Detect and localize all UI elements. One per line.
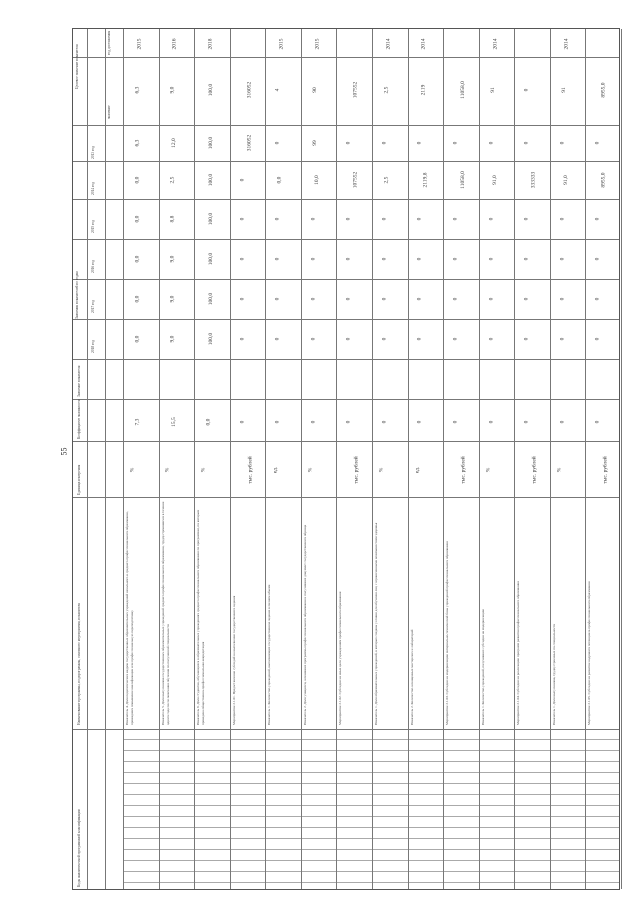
year-value-cell: 0,0: [134, 255, 141, 263]
column-divider: [73, 279, 619, 280]
target-value-cell: 4: [274, 88, 281, 92]
baseline-cell: 0: [345, 420, 352, 424]
column-divider: [73, 399, 619, 400]
year-value-cell: 0: [381, 337, 388, 341]
year-value-cell: 0: [452, 257, 459, 261]
year-value-cell: 0: [274, 141, 281, 145]
year-value-cell: 0: [594, 141, 601, 145]
unit-cell: %: [164, 467, 171, 473]
year-value-cell: 0: [523, 297, 530, 301]
year-value-cell: 12,0: [171, 138, 178, 148]
year-value-cell: 10,0: [313, 175, 320, 185]
row-divider: [230, 29, 231, 889]
year-value-cell: 0: [238, 217, 245, 221]
year-value-cell: 9,0: [169, 335, 176, 343]
year-value-cell: 0: [345, 217, 352, 221]
target-value-cell: 0: [523, 88, 530, 92]
year-value-cell: 0: [487, 337, 494, 341]
indicator-description: Мероприятие 2.1.05. Субсидии на развитие кадрового потенциала профессионального образования: [587, 581, 592, 725]
year-value-cell: 0: [594, 297, 601, 301]
column-divider: [73, 125, 619, 126]
code-divider: [123, 849, 619, 850]
baseline-cell: 0: [310, 420, 317, 424]
code-divider: [123, 860, 619, 861]
year-value-cell: 0: [523, 337, 530, 341]
year-header: 2017 год: [91, 300, 95, 313]
year-value-cell: 9,0: [169, 295, 176, 303]
year-value-cell: 0: [345, 141, 352, 145]
target-value-cell: 6,3: [134, 86, 141, 94]
column-divider: [73, 199, 619, 200]
unit-cell: %: [129, 467, 136, 473]
target-year-cell: 2015: [278, 38, 285, 50]
code-divider: [123, 838, 619, 839]
code-divider: [123, 739, 619, 740]
baseline-cell: 0: [452, 420, 459, 424]
year-value-cell: 0,0: [276, 176, 283, 184]
year-value-cell: 100,0: [208, 292, 215, 306]
target-year-cell: 2015: [136, 38, 143, 50]
year-value-cell: 9,0: [169, 255, 176, 263]
year-value-cell: 0,0: [134, 176, 141, 184]
row-divider: [443, 29, 444, 889]
target-value-cell: 91: [489, 87, 496, 93]
year-value-cell: 2,5: [383, 176, 390, 184]
column-divider: [73, 359, 619, 360]
column-divider: [73, 319, 619, 320]
year-value-cell: 8,8: [169, 215, 176, 223]
year-value-cell: 0: [416, 257, 423, 261]
row-divider: [408, 29, 409, 889]
unit-cell: %: [306, 467, 313, 473]
target-value-cell: 90: [311, 87, 318, 93]
target-year-cell: 2018: [207, 38, 214, 50]
target-year-cell: 2016: [171, 38, 178, 50]
year-value-cell: 333333: [530, 171, 537, 189]
year-value-cell: 0: [274, 297, 281, 301]
row-divider: [265, 29, 266, 889]
year-value-cell: 0: [487, 141, 494, 145]
year-header: 2018 год: [91, 340, 95, 353]
unit-cell: ед.: [272, 466, 279, 474]
indicator-description: Мероприятие 2.1.04. Субсидии на реализацию программ развития профессионального образования: [516, 581, 521, 725]
unit-cell: тыс. рублей: [531, 456, 538, 484]
baseline-header: Значение показателя: [77, 365, 81, 397]
year-value-cell: 2,5: [169, 176, 176, 184]
unit-cell: ед.: [414, 466, 421, 474]
year-value-cell: 0: [381, 217, 388, 221]
year-value-cell: 91,0: [562, 175, 569, 185]
row-divider: [550, 29, 551, 889]
page-number: 55: [59, 447, 69, 456]
baseline-cell: 0,0: [205, 418, 212, 426]
code-divider: [123, 816, 619, 817]
indicator-description: Показатель 6. Доля студентов, обучающихся в образовательных учреждениях среднего профессионального образования по программам, по которым проведена общественно-профессиональная аккредитация: [196, 509, 205, 725]
year-value-cell: 11058,0: [459, 171, 466, 189]
code-divider: [123, 761, 619, 762]
year-value-cell: 100,0: [208, 173, 215, 187]
year-value-cell: 0,0: [134, 295, 141, 303]
column-divider: [73, 161, 619, 162]
code-divider: [123, 871, 619, 872]
year-value-cell: 2119,8: [422, 172, 429, 188]
code-divider: [123, 794, 619, 795]
column-divider: [73, 239, 619, 240]
target-value-cell: 316052: [245, 81, 252, 99]
baseline-cell: 0: [238, 420, 245, 424]
unit-cell: тыс. рублей: [353, 456, 360, 484]
year-value-cell: 0: [238, 257, 245, 261]
unit-cell: тыс. рублей: [247, 456, 254, 484]
row-divider: [514, 29, 515, 889]
target-value-cell: 8955,0: [600, 82, 607, 98]
year-value-cell: 0: [559, 297, 566, 301]
target-value-cell: 2,5: [383, 86, 390, 94]
result-year-header: год достижения: [107, 30, 111, 55]
program-name-header: Наименование программы, подпрограммы, основного мероприятия, показателя: [77, 603, 81, 725]
target-year-cell: 2014: [563, 38, 570, 50]
indicator-description: Показатель 1. Доля выпускников, трудоустроенных по специальности: [551, 623, 556, 725]
year-value-cell: 0: [238, 297, 245, 301]
indicator-description: Показатель 5. Доля выпускников государственных образовательных учреждений среднего профессионального образования, трудоустроившихся в течение одного года после окончания обучения по полученной специальности: [160, 501, 170, 725]
values-header: Значения показателей по годам: [75, 271, 79, 319]
year-value-cell: 0: [452, 217, 459, 221]
code-divider: [123, 783, 619, 784]
year-header: 2015 год: [91, 220, 95, 233]
year-value-cell: 0: [487, 297, 494, 301]
row-divider: [301, 29, 302, 889]
year-value-cell: 100,0: [208, 212, 215, 226]
year-value-cell: 91,0: [491, 175, 498, 185]
year-value-cell: 100,0: [208, 136, 215, 150]
code-divider: [123, 772, 619, 773]
row-divider: [372, 29, 373, 889]
year-value-cell: 0: [274, 337, 281, 341]
target-value-cell: 107552: [352, 81, 359, 99]
year-value-cell: 0: [416, 217, 423, 221]
baseline-cell: 0: [523, 420, 530, 424]
year-value-cell: 0: [381, 141, 388, 145]
indicator-description: Показатель 4. Доля педагогических кадров государственных образовательных учреждений начального и среднего профессионального образования, прошедших повышение квалификации или профессиональную переподготовку: [125, 511, 134, 725]
target-value-cell: 11058,0: [459, 81, 466, 99]
target-value-cell: 100,0: [208, 83, 215, 97]
year-value-cell: 8955,0: [600, 172, 607, 188]
row-divider: [621, 29, 622, 889]
header-divider: [87, 29, 88, 889]
year-value-cell: 100,0: [208, 332, 215, 346]
year-value-cell: 0: [523, 141, 530, 145]
unit-cell: тыс. рублей: [460, 456, 467, 484]
result-header: Целевое значение показателя: [75, 44, 79, 89]
code-divider: [123, 827, 619, 828]
weight-header: Коэффициент значимости: [77, 399, 81, 439]
baseline-cell: 0: [416, 420, 423, 424]
year-value-cell: 0,0: [134, 335, 141, 343]
year-value-cell: 0: [238, 337, 245, 341]
target-value-cell: 9,0: [169, 86, 176, 94]
year-value-cell: 0: [559, 337, 566, 341]
year-value-cell: 6,3: [134, 139, 141, 147]
baseline-cell: 0: [559, 420, 566, 424]
indicator-description: Показатель 2. Доля учащихся, освоивших программы профессионального образования и получивших документ государственного образца: [302, 524, 307, 725]
header-divider: [105, 29, 106, 889]
year-value-cell: 0: [559, 217, 566, 221]
indicator-description: Мероприятие 2.1.02. Субсидии на иные цели учреждениям профессионального образования: [338, 591, 343, 725]
baseline-cell: 7,3: [134, 418, 141, 426]
column-divider: [73, 441, 619, 442]
year-header: 2016 год: [91, 260, 95, 273]
indicator-description: Показатель 1. Количество учреждений, выполняющих государственное задание в полном объеме: [267, 584, 272, 725]
year-value-cell: 0: [523, 217, 530, 221]
year-value-cell: 0: [381, 297, 388, 301]
year-value-cell: 0: [274, 257, 281, 261]
year-value-cell: 0: [452, 297, 459, 301]
year-value-cell: 0: [310, 257, 317, 261]
column-divider: [73, 497, 619, 498]
indicator-description: Показатель 1. Количество учреждений, получивших субсидии на модернизацию: [480, 608, 485, 725]
year-value-cell: 0: [310, 297, 317, 301]
year-value-cell: 0: [452, 337, 459, 341]
year-value-cell: 0: [310, 337, 317, 341]
year-value-cell: 99: [311, 140, 318, 146]
year-value-cell: 0: [416, 337, 423, 341]
year-value-cell: 0: [559, 257, 566, 261]
program-table: [72, 28, 620, 890]
row-divider: [159, 29, 160, 889]
codes-header: Коды аналитической программной классификации: [77, 809, 81, 887]
target-value-cell: 91: [560, 87, 567, 93]
unit-header: Единица измерения: [77, 464, 81, 495]
year-value-cell: 0: [310, 217, 317, 221]
target-year-cell: 2014: [420, 38, 427, 50]
year-value-cell: 0: [274, 217, 281, 221]
code-divider: [123, 750, 619, 751]
year-value-cell: 0: [559, 141, 566, 145]
unit-cell: тыс. рублей: [602, 456, 609, 484]
year-value-cell: 0: [238, 178, 245, 182]
unit-cell: %: [484, 467, 491, 473]
unit-cell: %: [555, 467, 562, 473]
code-divider: [123, 805, 619, 806]
column-divider: [73, 57, 619, 58]
baseline-cell: 0: [487, 420, 494, 424]
baseline-cell: 0: [594, 420, 601, 424]
target-year-cell: 2015: [314, 38, 321, 50]
column-divider: [73, 729, 619, 730]
year-value-cell: 0: [345, 297, 352, 301]
row-divider: [123, 29, 124, 889]
year-value-cell: 0: [345, 257, 352, 261]
row-divider: [479, 29, 480, 889]
year-value-cell: 0: [594, 337, 601, 341]
baseline-cell: 0: [274, 420, 281, 424]
year-value-cell: 316052: [245, 134, 252, 152]
indicator-description: Мероприятие 2.1.03. Субсидии на модернизацию материально-технической базы учреждений профессионального образования: [445, 541, 450, 725]
year-header: 2014 год: [91, 182, 95, 195]
year-value-cell: 0: [487, 217, 494, 221]
year-header: 2013 год: [91, 146, 95, 159]
row-divider: [336, 29, 337, 889]
indicator-description: Показатель 2. Количество оснащенных мастерских и лабораторий: [409, 629, 414, 725]
row-divider: [194, 29, 195, 889]
year-value-cell: 0: [594, 257, 601, 261]
code-divider: [123, 882, 619, 883]
result-value-header: значение: [107, 105, 111, 119]
year-value-cell: 107552: [352, 171, 359, 189]
unit-cell: %: [378, 467, 385, 473]
year-value-cell: 0: [523, 257, 530, 261]
indicator-description: Мероприятие 2.1.01. Предоставление субсидий на выполнение государственного задания: [231, 595, 236, 725]
year-value-cell: 0,0: [134, 215, 141, 223]
year-value-cell: 0: [594, 217, 601, 221]
unit-cell: %: [200, 467, 207, 473]
year-value-cell: 0: [487, 257, 494, 261]
indicator-description: Показатель 1. Доля образовательных учреждений, в которых созданы условия для обучения лиц с ограниченными возможностями здоровья: [374, 522, 378, 725]
baseline-cell: 15,5: [171, 417, 178, 427]
year-value-cell: 0: [381, 257, 388, 261]
target-value-cell: 2119: [420, 84, 427, 96]
year-value-cell: 0: [416, 297, 423, 301]
year-value-cell: 0: [345, 337, 352, 341]
year-value-cell: 0: [416, 141, 423, 145]
baseline-cell: 0: [381, 420, 388, 424]
target-year-cell: 2014: [385, 38, 392, 50]
year-value-cell: 100,0: [208, 252, 215, 266]
row-divider: [585, 29, 586, 889]
target-year-cell: 2014: [492, 38, 498, 50]
year-value-cell: 0: [452, 141, 459, 145]
